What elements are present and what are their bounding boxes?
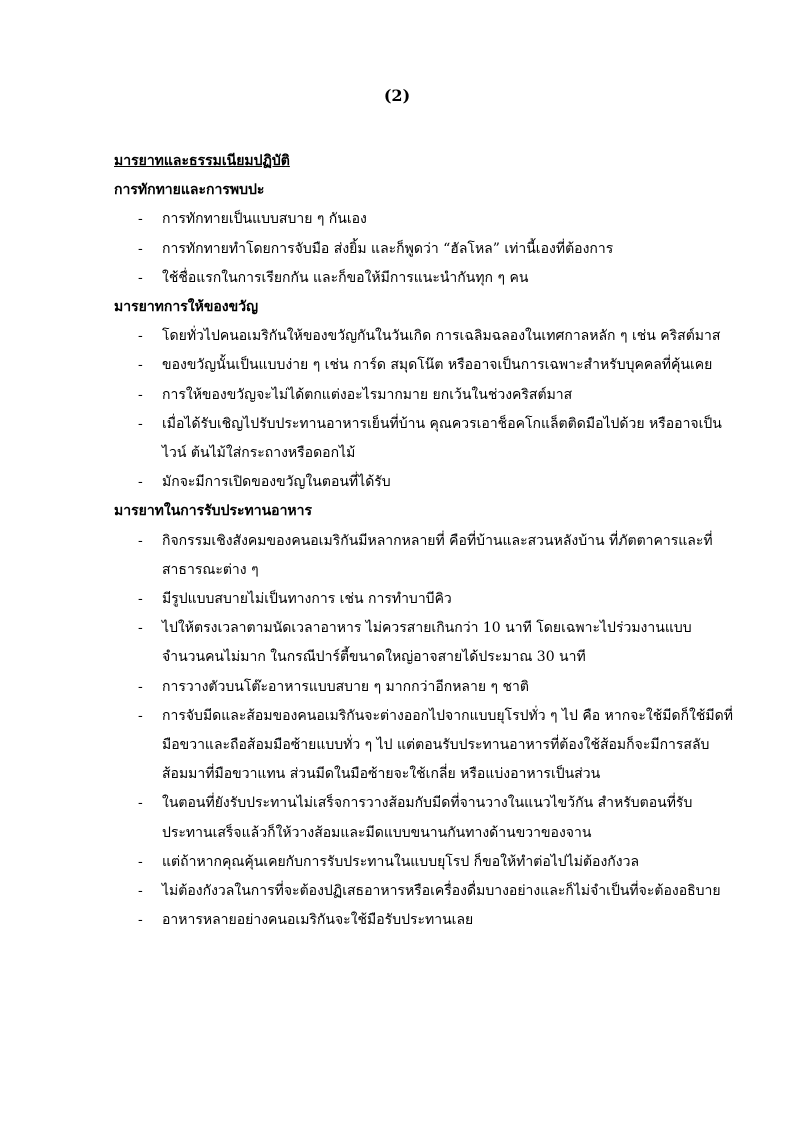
list-item-text: การทักทายเป็นแบบสบาย ๆ กันเอง	[162, 211, 367, 228]
page-number: (2)	[383, 86, 411, 105]
list-item-text: ในตอนที่ยังรับประทานไม่เสร็จการวางส้อมกับมีดที่จานวางในแนวไขว้กัน สำหรับตอนที่รับประทานเสร็จแล้วก็ให้วางส้อมและมีดแบบขนานกันทางด้านขวาของจาน	[162, 795, 693, 841]
list-item: - แต่ถ้าหากคุณคุ้นเคยกับการรับประทานในแบบยุโรป ก็ขอให้ทำต่อไปไม่ต้องกังวล	[138, 853, 640, 870]
list-item-text: การจับมีดและส้อมของคนอเมริกันจะต่างออกไปจากแบบยุโรปทั่ว ๆ ไป คือ หากจะใช้มีดก็ใช้มีดที่มือขวาและถือส้อมมือซ้ายแบบทั่ว ๆ ไป แต่ตอนรับประทานอาหารที่ต้องใช้ส้อมก็จะมีการสลับส้อมมาที่มือขวาแทน ส่วนมีดในมือซ้ายจะใช้เกลี่ย หรือแบ่งอาหารเป็นส่วน	[162, 707, 733, 783]
list-item: - การจับมีดและส้อมของคนอเมริกันจะต่างออกไปจากแบบยุโรปทั่ว ๆ ไป คือ หากจะใช้มีดก็ใช้มีดที่มือขวาและถือส้อมมือซ้ายแบบทั่ว ๆ ไป แต่ตอนรับประทานอาหารที่ต้องใช้ส้อมก็จะมีการสลับส้อมมาที่มือขวาแทน ส่วนมีดในมือซ้ายจะใช้เกลี่ย หรือแบ่งอาหารเป็นส่วน	[138, 707, 733, 783]
list-item: - เมื่อได้รับเชิญไปรับประทานอาหารเย็นที่บ้าน คุณควรเอาช็อคโกแล็ตติดมือไปด้วย หรืออาจเป็นไวน์ ต้นไม้ใส่กระถางหรือดอกไม้	[138, 415, 722, 462]
list-item-text: โดยทั่วไปคนอเมริกันให้ของขวัญกันในวันเกิด การเฉลิมฉลองในเทศกาลหลัก ๆ เช่น คริสต์มาส	[162, 328, 721, 345]
list-item: - การทักทายทำโดยการจับมือ ส่งยิ้ม และก็พูดว่า “ฮัลโหล” เท่านี้เองที่ต้องการ	[138, 240, 614, 257]
list-item: - ไม่ต้องกังวลในการที่จะต้องปฏิเสธอาหารหรือเครื่องดื่มบางอย่างและก็ไม่จำเป็นที่จะต้องอธิบาย	[138, 883, 721, 900]
section-heading-greeting: การทักทายและการพบปะ	[114, 182, 265, 199]
list-item: - มีรูปแบบสบายไม่เป็นทางการ เช่น การทำบาบีคิว	[138, 591, 452, 608]
list-item-text: เมื่อได้รับเชิญไปรับประทานอาหารเย็นที่บ้าน คุณควรเอาช็อคโกแล็ตติดมือไปด้วย หรืออาจเป็นไวน์ ต้นไม้ใส่กระถางหรือดอกไม้	[162, 415, 722, 462]
document-body	[114, 147, 734, 935]
list-item-text: การวางตัวบนโต๊ะอาหารแบบสบาย ๆ มากกว่าอีกหลาย ๆ ชาติ	[162, 678, 529, 695]
section-heading-dining: มารยาทในการรับประทานอาหาร	[114, 503, 313, 520]
list-item-text: มีรูปแบบสบายไม่เป็นทางการ เช่น การทำบาบีคิว	[162, 591, 452, 608]
list-item: - การให้ของขวัญจะไม่ได้ตกแต่งอะไรมากมาย ยกเว้นในช่วงคริสต์มาส	[138, 386, 573, 403]
list-item: - กิจกรรมเชิงสังคมของคนอเมริกันมีหลากหลายที่ คือที่บ้านและสวนหลังบ้าน ที่ภัตตาคารและที่สาธารณะต่าง ๆ	[138, 532, 713, 578]
list-item: - การวางตัวบนโต๊ะอาหารแบบสบาย ๆ มากกว่าอีกหลาย ๆ ชาติ	[138, 678, 529, 695]
section-heading-gifts: มารยาทการให้ของขวัญ	[114, 299, 258, 316]
list-item-text: กิจกรรมเชิงสังคมของคนอเมริกันมีหลากหลายที่ คือที่บ้านและสวนหลังบ้าน ที่ภัตตาคารและที่สาธารณะต่าง ๆ	[162, 532, 713, 578]
list-item-text: การให้ของขวัญจะไม่ได้ตกแต่งอะไรมากมาย ยกเว้นในช่วงคริสต์มาส	[162, 386, 573, 403]
list-item-text: แต่ถ้าหากคุณคุ้นเคยกับการรับประทานในแบบยุโรป ก็ขอให้ทำต่อไปไม่ต้องกังวล	[162, 853, 640, 870]
list-item-text: อาหารหลายอย่างคนอเมริกันจะใช้มือรับประทานเลย	[162, 912, 474, 929]
list-item-text: ไม่ต้องกังวลในการที่จะต้องปฏิเสธอาหารหรือเครื่องดื่มบางอย่างและก็ไม่จำเป็นที่จะต้องอธิบาย	[162, 883, 721, 900]
list-item: - การทักทายเป็นแบบสบาย ๆ กันเอง	[138, 211, 367, 228]
list-item-text: มักจะมีการเปิดของขวัญในตอนที่ได้รับ	[162, 474, 391, 491]
list-item-text: การทักทายทำโดยการจับมือ ส่งยิ้ม และก็พูดว่า “ฮัลโหล” เท่านี้เองที่ต้องการ	[162, 240, 614, 257]
list-item-text: ไปให้ตรงเวลาตามนัดเวลาอาหาร ไม่ควรสายเกินกว่า 10 นาที โดยเฉพาะไปร่วมงานแบบจำนวนคนไม่มาก ในกรณีปาร์ตี้ขนาดใหญ่อาจสายได้ประมาณ 30 นาที	[162, 620, 692, 666]
list-item: - มักจะมีการเปิดของขวัญในตอนที่ได้รับ	[138, 474, 391, 491]
list-item: - ของขวัญนั้นเป็นแบบง่าย ๆ เช่น การ์ด สมุดโน๊ต หรืออาจเป็นการเฉพาะสำหรับบุคคลที่คุ้นเคย	[138, 357, 713, 374]
list-item: - ไปให้ตรงเวลาตามนัดเวลาอาหาร ไม่ควรสายเกินกว่า 10 นาที โดยเฉพาะไปร่วมงานแบบจำนวนคนไม่มาก ในกรณีปาร์ตี้ขนาดใหญ่อาจสายได้ประมาณ 30 นาที	[138, 620, 692, 666]
document-title: มารยาทและธรรมเนียมปฏิบัติ	[114, 153, 290, 169]
list-item-text: ใช้ชื่อแรกในการเรียกกัน และก็ขอให้มีการแนะนำกันทุก ๆ คน	[162, 269, 529, 286]
list-item-text: ของขวัญนั้นเป็นแบบง่าย ๆ เช่น การ์ด สมุดโน๊ต หรืออาจเป็นการเฉพาะสำหรับบุคคลที่คุ้นเคย	[162, 357, 713, 374]
list-item: - โดยทั่วไปคนอเมริกันให้ของขวัญกันในวันเกิด การเฉลิมฉลองในเทศกาลหลัก ๆ เช่น คริสต์มาส	[138, 328, 721, 345]
list-item: - อาหารหลายอย่างคนอเมริกันจะใช้มือรับประทานเลย	[138, 912, 474, 929]
list-item: - ในตอนที่ยังรับประทานไม่เสร็จการวางส้อมกับมีดที่จานวางในแนวไขว้กัน สำหรับตอนที่รับประทานเสร็จแล้วก็ให้วางส้อมและมีดแบบขนานกันทางด้านขวาของจาน	[138, 795, 693, 841]
list-item: - ใช้ชื่อแรกในการเรียกกัน และก็ขอให้มีการแนะนำกันทุก ๆ คน	[138, 269, 529, 286]
